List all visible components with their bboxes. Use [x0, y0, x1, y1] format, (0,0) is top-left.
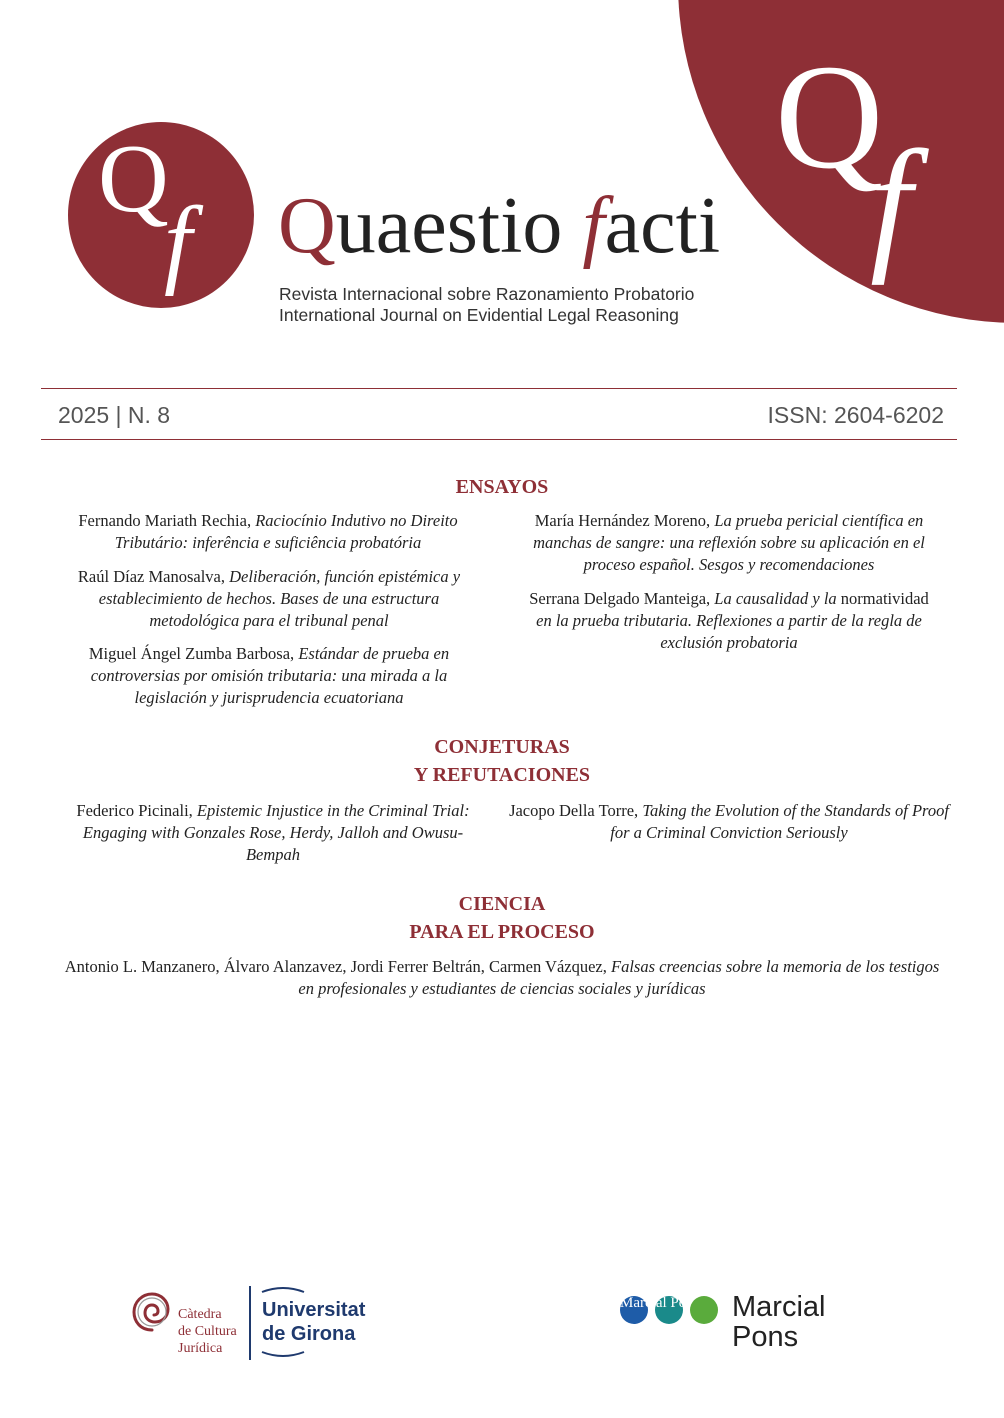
udg-label — [262, 1298, 365, 1346]
udg-crest-top-icon — [260, 1284, 306, 1294]
section-title-line: CIENCIA — [458, 893, 546, 915]
journal-subtitle — [279, 284, 694, 326]
catedra-label — [178, 1306, 237, 1357]
article-title-tail: normatividad — [836, 589, 929, 608]
section-ciencia-title — [0, 890, 1004, 946]
article-entry — [508, 800, 950, 844]
sponsor-udg — [130, 1284, 380, 1364]
article-entry — [512, 510, 946, 576]
article-title: Taking the Evolution of the Standards of Proof for a Criminal Conviction Seriously — [610, 801, 949, 842]
article-author: Miguel Ángel Zumba Barbosa, — [88, 644, 299, 663]
article-title: La causalidad y la — [714, 589, 837, 608]
mp-line: Pons — [732, 1321, 799, 1353]
article-entry — [60, 643, 478, 709]
mp-line: Marcial — [732, 1291, 826, 1323]
mp-label — [732, 1292, 825, 1352]
top-divider — [41, 388, 957, 389]
logo-f-letter: f — [164, 186, 192, 297]
article-title: Epistemic Injustice in the Criminal Trial: Engaging with Gonzales Rose, Herdy, Jalloh and Owusu-Bempah — [82, 801, 470, 864]
bottom-divider — [41, 439, 957, 440]
article-entry — [58, 800, 488, 866]
catedra-line: de Cultura — [178, 1324, 237, 1339]
section-title-line: CONJETURAS — [434, 736, 570, 758]
sponsor-marcial-pons — [620, 1290, 850, 1360]
issue-number: 2025 | N. 8 — [58, 402, 171, 428]
mp-overlay-text: Marcial Po — [620, 1295, 687, 1311]
article-author: Jacopo Della Torre, — [509, 801, 643, 820]
udg-line: de Girona — [262, 1323, 356, 1345]
journal-logo — [68, 122, 254, 308]
article-title: La prueba pericial científica en manchas de sangre: una reflexión sobre su aplicación en el proceso español. Sesgos y recomendaciones — [533, 511, 925, 574]
article-title: Deliberación, función epistémica y establecimiento de hechos. Bases de una estructura metodológica para el tribunal penal — [98, 567, 461, 630]
catedra-line: Jurídica — [178, 1341, 223, 1356]
article-title: Falsas creencias sobre la memoria de los testigos en profesionales y estudiantes de ciencias sociales y jurídicas — [298, 957, 940, 998]
title-part-1: uaestio — [335, 182, 583, 270]
spiral-icon — [130, 1290, 174, 1334]
article-entry — [58, 510, 478, 554]
udg-crest-bottom-icon — [260, 1350, 306, 1360]
section-conjeturas-title — [0, 733, 1004, 789]
section-ensayos-title: ENSAYOS — [455, 476, 549, 498]
section-title-line: Y REFUTACIONES — [413, 764, 591, 786]
article-title: Estándar de prueba en controversias por omisión tributaria: una mirada a la legislación y jurisprudencia ecuatoriana — [90, 644, 450, 707]
article-author: Federico Picinali, — [76, 801, 197, 820]
sponsor-divider — [249, 1286, 251, 1360]
journal-title — [278, 182, 721, 270]
article-author: Serrana Delgado Manteiga, — [529, 589, 715, 608]
mp-green-dot-icon — [690, 1296, 718, 1324]
corner-f-letter: f — [870, 120, 912, 286]
title-part-2: acti — [604, 182, 721, 270]
logo-q-letter: Q — [98, 125, 169, 233]
article-author: Antonio L. Manzanero, Álvaro Alanzavez, Jordi Ferrer Beltrán, Carmen Vázquez, — [64, 957, 611, 976]
title-q: Q — [278, 182, 336, 270]
article-title: Raciocínio Indutivo no Direito Tributário: inferência e suficiência probatória — [114, 511, 458, 552]
corner-q-letter: Q — [775, 34, 884, 200]
title-f: f — [582, 182, 605, 270]
article-author: Fernando Mariath Rechia, — [78, 511, 256, 530]
article-author: María Hernández Moreno, — [534, 511, 715, 530]
subtitle-spanish: Revista Internacional sobre Razonamiento Probatorio — [279, 284, 695, 304]
article-title-continued: en la prueba tributaria. Reflexiones a partir de la regla de exclusión probatoria — [536, 611, 922, 652]
article-entry — [62, 956, 942, 1000]
article-entry — [508, 588, 950, 654]
article-entry — [60, 566, 478, 632]
udg-line: Universitat — [262, 1299, 366, 1321]
article-author: Raúl Díaz Manosalva, — [77, 567, 230, 586]
section-title-line: PARA EL PROCESO — [409, 921, 595, 943]
issn: ISSN: 2604-6202 — [767, 402, 944, 428]
catedra-line: Càtedra — [178, 1307, 222, 1322]
subtitle-english: International Journal on Evidential Legal Reasoning — [279, 305, 679, 325]
